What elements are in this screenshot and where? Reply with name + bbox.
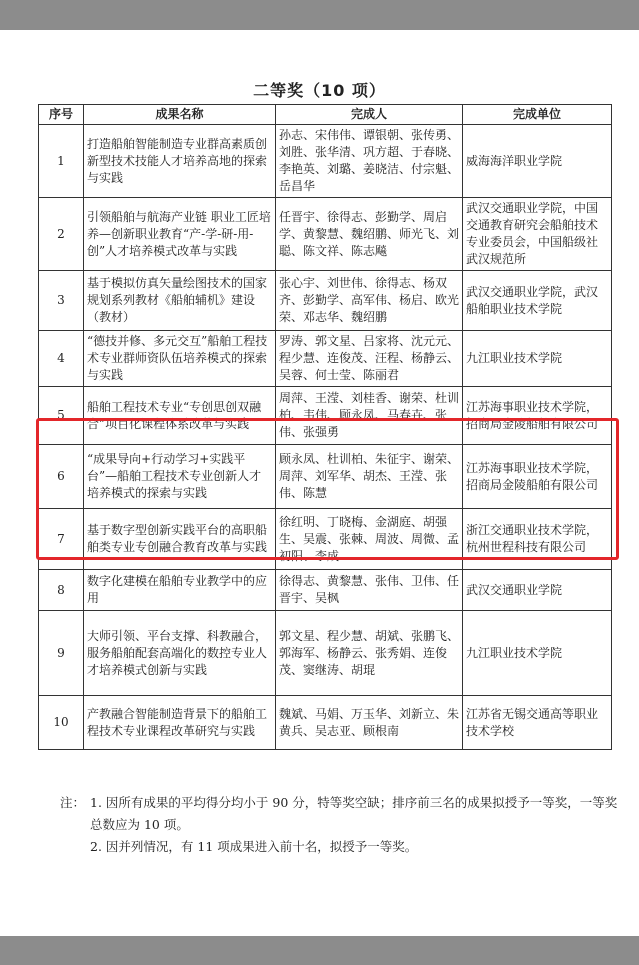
row-name: “德技并修、多元交互”船舶工程技术专业群师资队伍培养模式的探索与实践 — [84, 331, 276, 387]
row-name: 大师引领、平台支撑、科教融合，服务船舶配套高端化的数控专业人才培养模式创新与实践 — [84, 611, 276, 696]
row-no: 5 — [39, 387, 84, 445]
table-row — [39, 445, 612, 509]
row-name: 产教融合智能制造背景下的船舶工程技术专业课程改革研究与实践 — [84, 696, 276, 750]
row-unit: 江苏省无锡交通高等职业技术学校 — [463, 696, 612, 750]
row-people: 周萍、王滢、刘桂香、谢荣、杜训柏、韦伟、顾永凤、马春卉、张伟、张强勇 — [276, 387, 463, 445]
row-people: 徐红明、丁晓梅、金湖庭、胡强生、吴震、张棘、周波、周微、孟初阳、李成 — [276, 509, 463, 570]
note-item: 1. 因所有成果的平均得分均小于 90 分，特等奖空缺；排序前三名的成果拟授予一等奖，一等奖总数应为 10 项。 — [90, 795, 618, 832]
row-name: 引领船舶与航海产业链 职业工匠培养—创新职业教育“产-学-研-用-创”人才培养模式改革与实践 — [84, 198, 276, 271]
row-no: 4 — [39, 331, 84, 387]
row-unit: 九江职业技术学院 — [463, 611, 612, 696]
row-unit: 江苏海事职业技术学院，招商局金陵船舶有限公司 — [463, 445, 612, 509]
row-people: 郭文星、程少慧、胡斌、张鹏飞、郭海军、杨静云、张秀娟、连俊茂、窦继涛、胡琨 — [276, 611, 463, 696]
row-no: 1 — [39, 125, 84, 198]
row-people: 徐得志、黄黎慧、张伟、卫伟、任晋宇、吴枫 — [276, 570, 463, 611]
row-people: 罗涛、郭文星、吕家将、沈元元、程少慧、连俊茂、汪程、杨静云、吴蓉、何士莹、陈丽君 — [276, 331, 463, 387]
table-row — [39, 125, 612, 198]
table-row — [39, 331, 612, 387]
notes — [60, 792, 620, 858]
row-people: 张心宇、刘世伟、徐得志、杨双齐、彭勤学、高军伟、杨启、欧光荣、邓志华、魏绍鹏 — [276, 271, 463, 331]
header-name: 成果名称 — [84, 105, 276, 125]
note-item: 2. 因并列情况，有 11 项成果进入前十名，拟授予一等奖。 — [90, 839, 418, 854]
row-no: 8 — [39, 570, 84, 611]
header-people: 完成人 — [276, 105, 463, 125]
row-unit: 武汉交通职业学院，武汉船舶职业技术学院 — [463, 271, 612, 331]
row-name: “成果导向+行动学习+实践平台”—船舶工程技术专业创新人才培养模式的探索与实践 — [84, 445, 276, 509]
header-unit: 完成单位 — [463, 105, 612, 125]
table-header-row — [39, 105, 612, 125]
row-name: 数字化建模在船舶专业教学中的应用 — [84, 570, 276, 611]
table-row — [39, 271, 612, 331]
row-people: 任晋宇、徐得志、彭勤学、周启学、黄黎慧、魏绍鹏、师光飞、刘聪、陈文祥、陈志飚 — [276, 198, 463, 271]
row-no: 6 — [39, 445, 84, 509]
row-name: 基于数字型创新实践平台的高职船舶类专业专创融合教育改革与实践 — [84, 509, 276, 570]
row-unit: 浙江交通职业技术学院，杭州世程科技有限公司 — [463, 509, 612, 570]
row-unit: 武汉交通职业学院 — [463, 570, 612, 611]
row-name: 基于模拟仿真矢量绘图技术的国家规划系列教材《船舶辅机》建设（教材） — [84, 271, 276, 331]
row-people: 孙志、宋伟伟、谭银朝、张传勇、刘胜、张华清、巩方超、于春晓、李艳英、刘璐、姜晓洁、付宗魁、岳昌华 — [276, 125, 463, 198]
row-no: 7 — [39, 509, 84, 570]
row-unit: 武汉交通职业学院，中国交通教育研究会船舶技术专业委员会，中国船级社武汉规范所 — [463, 198, 612, 271]
viewer-bottom-bar — [0, 936, 639, 965]
header-no: 序号 — [39, 105, 84, 125]
table-row — [39, 611, 612, 696]
row-people: 魏斌、马娟、万玉华、刘新立、朱黄兵、吴志亚、顾根南 — [276, 696, 463, 750]
row-people: 顾永凤、杜训柏、朱征宇、谢荣、周萍、刘军华、胡杰、王滢、张伟、陈慧 — [276, 445, 463, 509]
table-row — [39, 570, 612, 611]
awards-table — [38, 104, 612, 750]
page-title: 二等奖（10 项） — [253, 81, 386, 100]
row-no: 2 — [39, 198, 84, 271]
row-unit: 九江职业技术学院 — [463, 331, 612, 387]
row-unit: 江苏海事职业技术学院，招商局金陵船舶有限公司 — [463, 387, 612, 445]
row-name: 船舶工程技术专业“专创思创双融合”项目化课程体系改革与实践 — [84, 387, 276, 445]
row-no: 3 — [39, 271, 84, 331]
table-row — [39, 696, 612, 750]
table-row — [39, 509, 612, 570]
table-row — [39, 198, 612, 271]
row-no: 10 — [39, 696, 84, 750]
viewer-top-bar — [0, 0, 639, 30]
row-name: 打造船舶智能制造专业群高素质创新型技术技能人才培养高地的探索与实践 — [84, 125, 276, 198]
notes-label: 注： — [60, 795, 86, 810]
table-row — [39, 387, 612, 445]
row-unit: 威海海洋职业学院 — [463, 125, 612, 198]
row-no: 9 — [39, 611, 84, 696]
